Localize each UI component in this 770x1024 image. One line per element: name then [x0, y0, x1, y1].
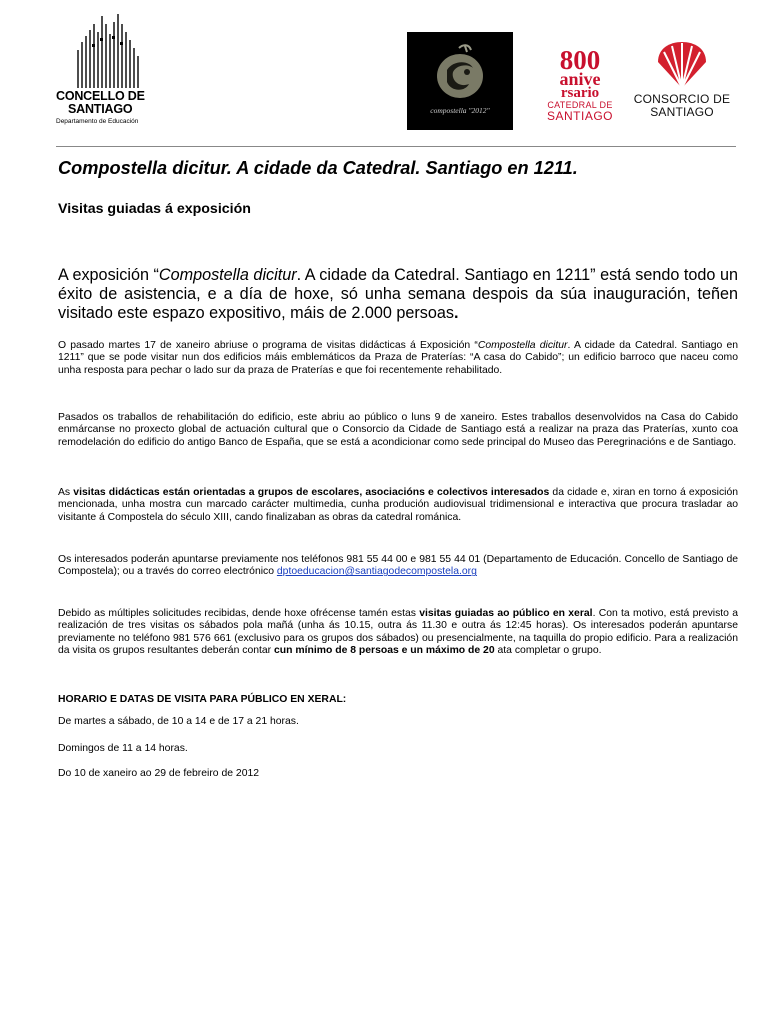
compostella-caption: compostella "2012"	[430, 106, 490, 115]
consorcio-name-line2: SANTIAGO	[650, 105, 714, 119]
aniversario-number: 800	[559, 45, 601, 75]
compostella-logo	[407, 32, 513, 130]
paragraph-visits-program: O pasado martes 17 de xaneiro abriuse o programa de visitas didácticas á Exposición “Compostella dicitur. A cidade da Catedral. Santiago en 1211” que se pode visitar nun dos edificios máis emblemáticos da Praza de Praterías: “A casa do Cabido”; un edificio barroco que naceu como unha resposta para pechar o lado sur da praza de Praterías e que foi recentemente rehabilitado.	[58, 340, 739, 376]
aniversario-santiago: SANTIAGO	[546, 109, 613, 123]
schedule-dates: Do 10 de xaneiro ao 29 de febreiro de 2012	[58, 768, 260, 779]
consorcio-name-line1: CONSORCIO DE	[633, 92, 731, 106]
document-title: Compostella dicitur. A cidade da Catedral. Santiago en 1211.	[58, 158, 578, 178]
paragraph-public-visits: Debido as múltiples solicitudes recibidas, dende hoxe ofrécense tamén estas visitas guiadas ao público en xeral. Con ta motivo, está previsto a realización de tres visitas os sábados pola mañá (unha ás 10.15, outra ás 11.30 e outra ás 12:45 horas). Os interesados poderán apuntarse previamente no teléfono 981 576 661 (exclusivo para os grupos dos sábados) ou presencialmente, na taquilla do propio edificio. Para a realización da visita os grupos resultantes deberán contar cun mínimo de 8 persoas e un máximo de 20 ata completar o grupo.	[58, 608, 738, 657]
schedule-heading: HORARIO E DATAS DE VISITA PARA PÚBLICO EN XERAL:	[58, 694, 347, 705]
header-divider	[56, 146, 736, 147]
schedule-weekdays: De martes a sábado, de 10 a 14 e de 17 a 21 horas.	[58, 716, 299, 727]
aniversario-logo	[540, 45, 620, 128]
paragraph-didactic-visits: As visitas didácticas están orientadas a grupos de escolares, asociacións e colectivos interesados da cidade e, xiran en torno á exposición mencionada, unha mostra cun marcado carácter multimedia, cunha produción audiovisual tridimensional e interactiva que procura trasladar ao visitante á Compostela do século XIII, cando finalizaban as obras da catedral románica.	[58, 487, 739, 523]
concello-department: Departamento de Educación	[56, 118, 139, 125]
cathedral-towers-icon	[74, 10, 144, 88]
paragraph-rehabilitation: Pasados os traballos de rehabilitación do edificio, este abriu ao público o luns 9 de xaneiro. Estes traballos desenvolvidos na Casa do Cabido enmárcanse no proxecto global de actuación cultural que o Consorcio da Cidade de Santiago está a realizar na praza das Praterías, xunto coa remodelación do edificio do antigo Banco de España, que se está a acondicionar como sede principal do Museo das Peregrinacións e de Santiago.	[58, 412, 738, 448]
lead-paragraph: A exposición “Compostella dicitur. A cidade da Catedral. Santiago en 1211” está sendo todo un éxito de asistencia, e a día de hoxe, só unha semana despois da súa inauguración, teñen visitado este espazo expositivo, máis de 2.000 persoas.	[58, 266, 738, 322]
email-link[interactable]: dptoeducacion@santiagodecompostela.org	[276, 566, 477, 578]
schedule-sundays: Domingos de 11 a 14 horas.	[58, 743, 188, 754]
scallop-shell-icon	[654, 40, 710, 90]
document-subtitle: Visitas guiadas á exposición	[58, 201, 251, 217]
concello-name-line1: CONCELLO DE	[56, 89, 145, 103]
concello-name-line2: SANTIAGO	[68, 102, 133, 116]
concello-logo	[56, 10, 166, 132]
compostella-emblem-icon	[429, 42, 491, 104]
aniversario-word-1: anive	[559, 69, 601, 89]
aniversario-word-2: rsario	[560, 85, 600, 101]
concello-name	[56, 90, 166, 116]
aniversario-catedral: CATEDRAL DE	[547, 100, 613, 110]
paragraph-registration: Os interesados poderán apuntarse previamente nos teléfonos 981 55 44 00 e 981 55 44 01 (Departamento de Educación. Concello de Santiago de Compostela); ou a través do correo electrónico dptoeducacion@santiagodecompostela.org	[58, 554, 738, 578]
consorcio-name	[624, 93, 740, 119]
consorcio-logo	[624, 40, 740, 130]
